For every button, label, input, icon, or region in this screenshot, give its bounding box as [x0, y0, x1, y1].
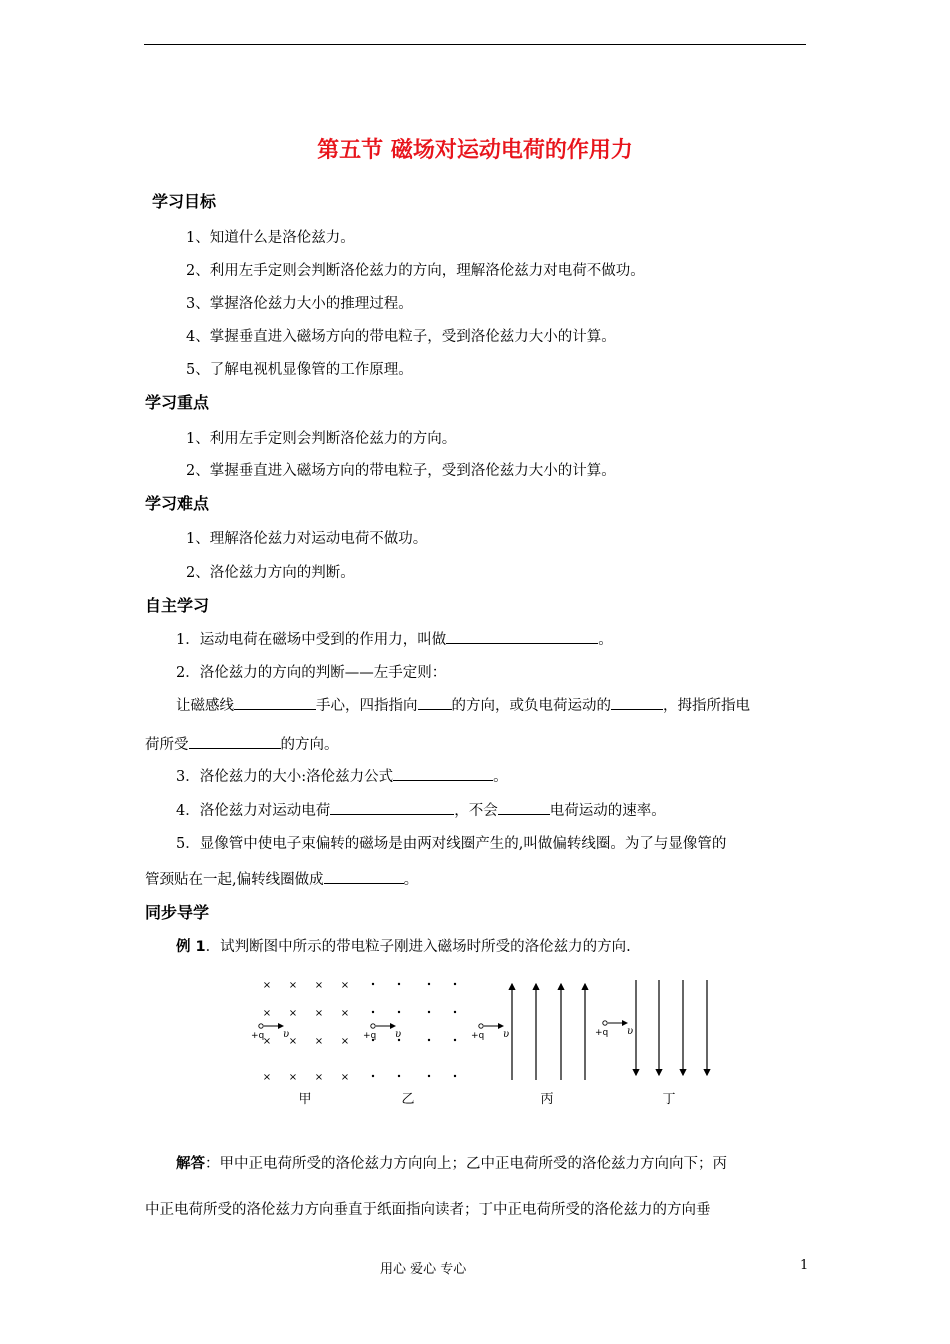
- cross-mark: ×: [314, 980, 324, 991]
- dot-mark: [428, 1011, 430, 1013]
- dot-mark: [428, 1039, 430, 1041]
- charge-circle: [479, 1024, 483, 1028]
- figure-caption: 甲: [298, 1092, 312, 1107]
- self-study-q2: 2．洛伦兹力的方向的判断——左手定则：: [176, 665, 447, 681]
- header-rule: [144, 44, 806, 45]
- q2-blank-4: [189, 733, 281, 749]
- dot-mark: [454, 1011, 456, 1013]
- figure-caption: 丁: [662, 1092, 676, 1107]
- cross-mark: ×: [262, 980, 272, 991]
- key-point-item: 2、掌握垂直进入磁场方向的带电粒子，受到洛伦兹力大小的计算。: [186, 463, 616, 479]
- self-study-q4: 4．洛伦兹力对运动电荷 ，不会 电荷运动的速率。: [176, 799, 666, 820]
- answer-line-2: 中正电荷所受的洛伦兹力方向垂直于纸面指向读者；丁中正电荷所受的洛伦兹力的方向垂: [145, 1202, 711, 1218]
- page-number: 1: [800, 1258, 809, 1273]
- example-text: ．试判断图中所示的带电粒子刚进入磁场时所受的洛伦兹力的方向.: [205, 939, 631, 955]
- dot-mark: [372, 1011, 374, 1013]
- cross-mark: ×: [288, 980, 298, 991]
- self-study-q2-line1: 让磁感线 手心，四指指向 的方向，或负电荷运动的 ，拇指所指电: [176, 694, 750, 715]
- cross-mark: ×: [340, 1072, 350, 1083]
- dot-mark: [454, 983, 456, 985]
- example-label: 例 1: [176, 939, 206, 955]
- charge-circle: [259, 1024, 263, 1028]
- objective-item: 2、利用左手定则会判断洛伦兹力的方向，理解洛伦兹力对电荷不做功。: [186, 263, 645, 279]
- cross-mark: ×: [340, 1008, 350, 1019]
- objectives-heading: 学习目标: [152, 192, 217, 211]
- self-study-q1: [176, 628, 613, 649]
- cross-mark: ×: [314, 1008, 324, 1019]
- cross-mark: ×: [288, 1072, 298, 1083]
- dot-mark: [398, 1075, 400, 1077]
- self-study-q5-line1: 5．显像管中使电子束偏转的磁场是由两对线圈产生的,叫做偏转线圈。为了与显像管的: [176, 836, 727, 852]
- cross-mark: ×: [314, 1072, 324, 1083]
- velocity-label: υ: [395, 1029, 402, 1040]
- cross-mark: ×: [340, 980, 350, 991]
- objective-item: 3、掌握洛伦兹力大小的推理过程。: [186, 296, 413, 312]
- cross-mark: ×: [340, 1036, 350, 1047]
- charge-label: +q: [363, 1031, 377, 1041]
- footer-motto: 用心 爱心 专心: [380, 1262, 467, 1277]
- difficulty-heading: 学习难点: [145, 494, 210, 513]
- cross-mark: ×: [262, 1072, 272, 1083]
- downward-field-lines: [636, 980, 707, 1075]
- self-study-q3: 3．洛伦兹力的大小:洛伦兹力公式 。: [176, 765, 508, 786]
- q4-blank-2: [498, 799, 550, 815]
- charge-circle: [603, 1021, 607, 1025]
- charge-label: +q: [251, 1031, 265, 1041]
- cross-mark: ×: [288, 1008, 298, 1019]
- dot-mark: [398, 1011, 400, 1013]
- answer-line-1: 解答：甲中正电荷所受的洛伦兹力方向向上；乙中正电荷所受的洛伦兹力方向向下；丙: [176, 1156, 727, 1172]
- self-study-heading: 自主学习: [145, 596, 210, 615]
- figure-caption: 丙: [540, 1092, 554, 1107]
- charge-label: +q: [595, 1028, 609, 1038]
- charge-label: +q: [471, 1031, 485, 1041]
- magnetic-field-figure: [245, 972, 725, 1112]
- example-1: [176, 935, 631, 956]
- key-point-item: 1、利用左手定则会判断洛伦兹力的方向。: [186, 431, 457, 447]
- charge-circle: [371, 1024, 375, 1028]
- dot-mark: [428, 983, 430, 985]
- self-study-q5-line2: 管颈贴在一起,偏转线圈做成 。: [145, 868, 418, 889]
- answer-label: 解答: [176, 1156, 205, 1172]
- cross-mark: ×: [288, 1036, 298, 1047]
- charges: [251, 1021, 633, 1041]
- velocity-label: υ: [627, 1026, 634, 1037]
- velocity-label: υ: [283, 1029, 290, 1040]
- dot-mark: [428, 1075, 430, 1077]
- q1-end: 。: [598, 632, 613, 648]
- q1-text: 1．运动电荷在磁场中受到的作用力，叫做: [176, 632, 447, 648]
- velocity-label: υ: [503, 1029, 510, 1040]
- key-points-heading: 学习重点: [145, 393, 210, 412]
- objective-item: 5、了解电视机显像管的工作原理。: [186, 362, 413, 378]
- upward-field-lines: [512, 984, 585, 1080]
- q4-blank-1: [330, 799, 454, 815]
- cross-mark: ×: [262, 1036, 272, 1047]
- cross-mark: ×: [314, 1036, 324, 1047]
- figure-caption: 乙: [401, 1092, 415, 1107]
- q2-blank-3: [611, 694, 663, 710]
- out-of-page-field: [372, 983, 456, 1077]
- page-title: 第五节 磁场对运动电荷的作用力: [317, 138, 633, 163]
- cross-mark: ×: [262, 1008, 272, 1019]
- dot-mark: [372, 1075, 374, 1077]
- guided-study-heading: 同步导学: [145, 903, 210, 922]
- q3-blank: [393, 765, 493, 781]
- difficulty-item: 1、理解洛伦兹力对运动电荷不做功。: [186, 531, 428, 547]
- q1-blank: [446, 628, 598, 644]
- difficulty-item: 2、洛伦兹力方向的判断。: [186, 565, 355, 581]
- into-page-field: [263, 980, 349, 1083]
- q5-blank: [324, 868, 404, 884]
- objective-item: 1、知道什么是洛伦兹力。: [186, 230, 355, 246]
- dot-mark: [454, 1039, 456, 1041]
- dot-mark: [454, 1075, 456, 1077]
- q2-blank-1: [234, 694, 316, 710]
- q2-blank-2: [418, 694, 452, 710]
- objective-item: 4、掌握垂直进入磁场方向的带电粒子，受到洛伦兹力大小的计算。: [186, 329, 616, 345]
- figure-captions: [298, 1092, 675, 1107]
- dot-mark: [398, 983, 400, 985]
- dot-mark: [372, 983, 374, 985]
- self-study-q2-line2: 荷所受 的方向。: [145, 733, 339, 754]
